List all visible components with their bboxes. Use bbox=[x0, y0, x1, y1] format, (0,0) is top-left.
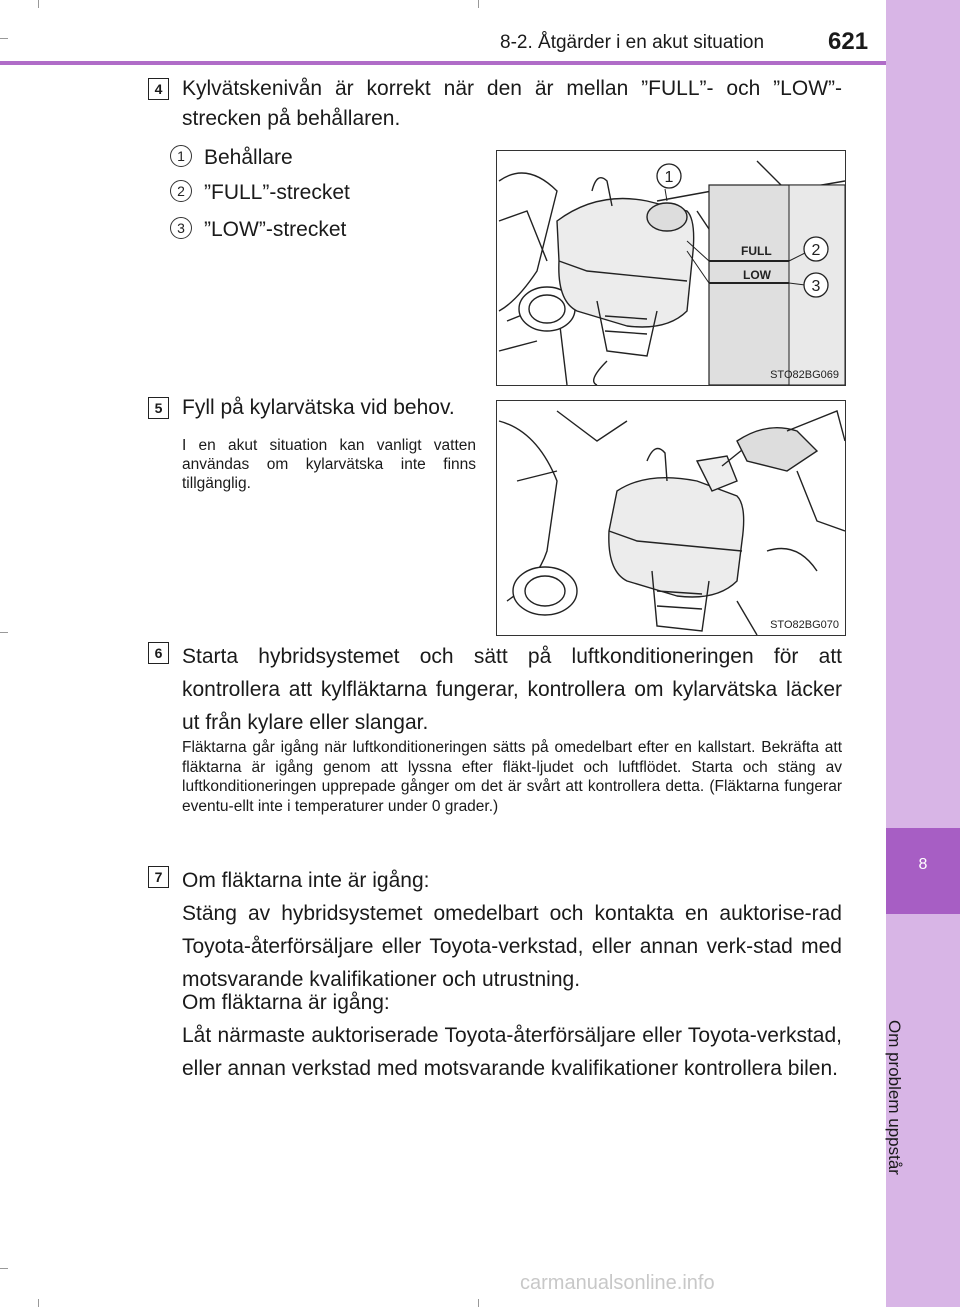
legend-number: 3 bbox=[170, 217, 192, 239]
step-5-note: I en akut situation kan vanligt vatten användas om kylarvätska inte finns tillgänglig. bbox=[182, 437, 476, 492]
chapter-label-text: Om problem uppstår bbox=[885, 1020, 904, 1175]
legend-label: ”LOW”-strecket bbox=[204, 218, 347, 241]
crop-mark bbox=[38, 1299, 39, 1307]
legend-label: ”FULL”-strecket bbox=[204, 181, 350, 204]
figure-code: STO82BG070 bbox=[770, 619, 839, 631]
full-mark-label: FULL bbox=[741, 244, 772, 258]
coolant-reservoir-figure bbox=[496, 150, 846, 386]
page-number: 621 bbox=[828, 28, 869, 55]
callout-1: 1 bbox=[664, 169, 674, 186]
callout-3: 3 bbox=[811, 278, 821, 295]
crop-mark bbox=[38, 0, 39, 8]
watermark: carmanualsonline.info bbox=[520, 1272, 715, 1294]
crop-mark bbox=[0, 632, 8, 633]
step-7-case2-text: Låt närmaste auktoriserade Toyota-återförsäljare eller Toyota-verkstad, eller annan verkstad med motsvarande kvalifikationer kontrollera bilen. bbox=[182, 1024, 842, 1080]
crop-mark bbox=[0, 1268, 8, 1269]
step-6-text: Starta hybridsystemet och sätt på luftkonditioneringen för att kontrollera att kylfläktarna fungerar, kontrollera om kylarvätska läcker ut från kylare eller slangar. bbox=[182, 645, 842, 734]
chapter-side-tab bbox=[886, 0, 960, 1307]
low-mark-label: LOW bbox=[743, 268, 771, 282]
step-number-box: 7 bbox=[148, 866, 169, 888]
figure-code: STO82BG069 bbox=[770, 369, 839, 381]
legend-number: 2 bbox=[170, 180, 192, 202]
legend-number: 1 bbox=[170, 145, 192, 167]
refill-coolant-illustration bbox=[497, 401, 845, 635]
step-number-box: 4 bbox=[148, 78, 169, 100]
step-7-case2-heading: Om fläktarna är igång: bbox=[182, 991, 390, 1014]
legend-label: Behållare bbox=[204, 146, 293, 169]
step-number-box: 6 bbox=[148, 642, 169, 664]
crop-mark bbox=[478, 1299, 479, 1307]
step-5-text: Fyll på kylarvätska vid behov. bbox=[182, 396, 455, 419]
section-title: 8-2. Åtgärder i en akut situation bbox=[500, 32, 765, 53]
step-number-box: 5 bbox=[148, 397, 169, 419]
step-6-note: Fläktarna går igång när luftkonditioneringen sätts på omedelbart efter en kallstart. Bekräfta att fläktarna är igång genom att lyssna efter fläkt-ljudet och luftflödet. Starta och stäng av luftkonditioneringen upprepade gånger om det är svårt att kontrollera detta. (Fläktarna fungerar eventu-ellt inte i temperaturer under 0 grader.) bbox=[182, 739, 842, 815]
crop-mark bbox=[478, 0, 479, 8]
step-7-case1-heading: Om fläktarna inte är igång: bbox=[182, 869, 430, 892]
header-rule bbox=[0, 61, 886, 65]
chapter-label bbox=[886, 1020, 922, 1220]
chapter-number: 8 bbox=[918, 856, 928, 873]
step-4-text: Kylvätskenivån är korrekt när den är mellan ”FULL”- och ”LOW”-strecken på behållaren. bbox=[182, 77, 842, 130]
crop-mark bbox=[0, 38, 8, 39]
refill-coolant-figure bbox=[496, 400, 846, 636]
step-7-case1-text: Stäng av hybridsystemet omedelbart och kontakta en auktorise-rad Toyota-återförsäljare eller Toyota-verkstad, eller annan verk-stad med motsvarande kvalifikationer och utrustning. bbox=[182, 902, 842, 991]
callout-2: 2 bbox=[811, 242, 821, 259]
coolant-reservoir-illustration bbox=[497, 151, 845, 385]
